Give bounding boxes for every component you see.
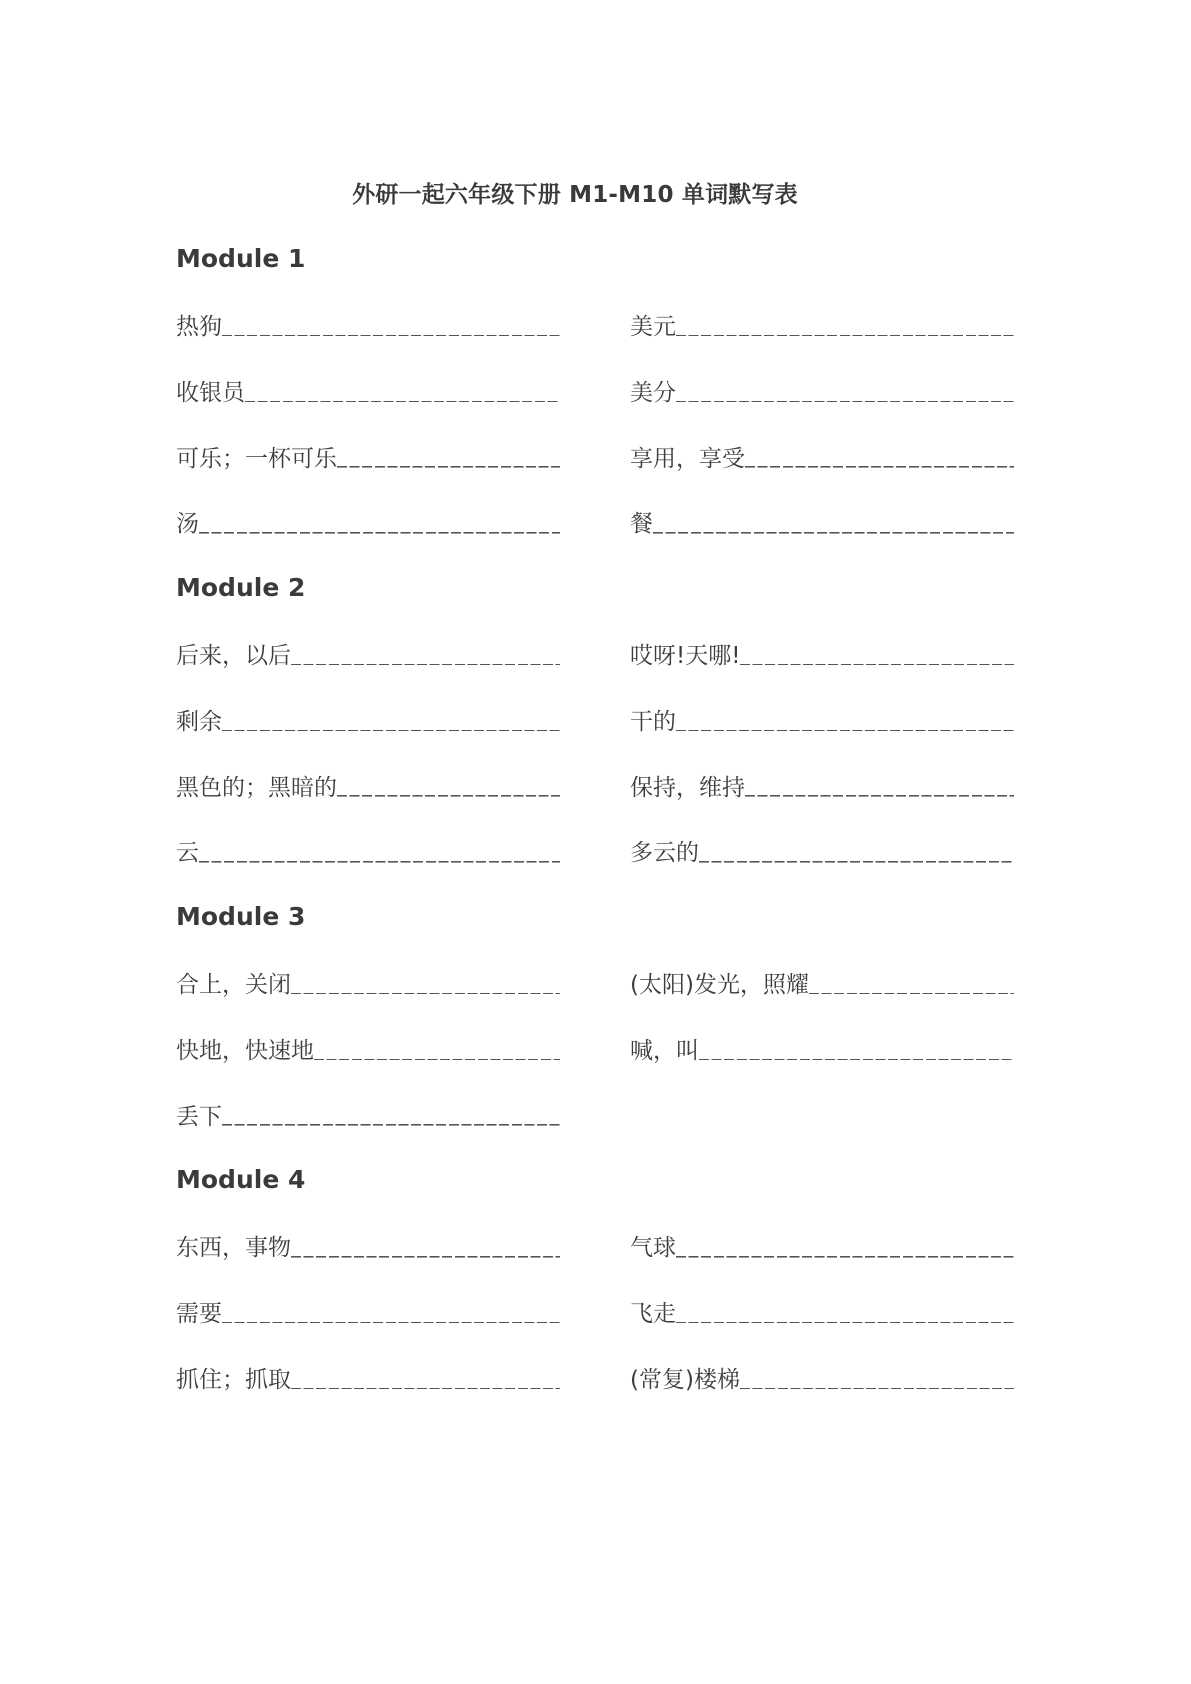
- word-prompt: 餐: [630, 511, 653, 538]
- word-item: [630, 374, 1014, 407]
- word-prompt: 快地，快速地: [176, 1037, 314, 1064]
- word-item: [176, 1295, 560, 1328]
- word-prompt: 剩余: [176, 708, 222, 735]
- word-item: [176, 374, 560, 407]
- answer-blank: [676, 314, 1014, 336]
- module-1-heading-line: [176, 226, 1014, 292]
- answer-blank: [222, 709, 560, 731]
- word-item: [630, 505, 1014, 538]
- word-item: [176, 637, 560, 670]
- word-prompt: 丢下: [176, 1103, 222, 1130]
- answer-blank: [222, 314, 560, 336]
- word-item: [630, 308, 1014, 341]
- word-row: [176, 357, 1014, 423]
- answer-blank: [676, 709, 1014, 731]
- answer-blank: [291, 643, 560, 665]
- word-prompt: 东西，事物: [176, 1235, 291, 1262]
- title-line: [176, 160, 1014, 226]
- word-item: [630, 769, 1014, 802]
- word-prompt: 飞走: [630, 1300, 676, 1327]
- answer-blank: [809, 972, 1014, 994]
- word-prompt: 美元: [630, 313, 676, 340]
- answer-blank: [337, 446, 560, 468]
- answer-blank: [676, 1301, 1014, 1323]
- word-row: [176, 489, 1014, 555]
- word-item: [176, 703, 560, 736]
- word-row: [176, 1279, 1014, 1345]
- word-prompt: 收银员: [176, 379, 245, 406]
- module-3-heading-line: [176, 884, 1014, 950]
- word-item: [176, 769, 560, 802]
- word-prompt: 喊，叫: [630, 1037, 699, 1064]
- word-prompt: 哎呀!天哪!: [630, 642, 741, 669]
- answer-blank: [740, 1367, 1014, 1389]
- answer-blank: [699, 841, 1014, 863]
- word-item: [630, 703, 1014, 736]
- answer-blank: [291, 1367, 560, 1389]
- word-prompt: 黑色的；黑暗的: [176, 774, 337, 801]
- word-prompt: 干的: [630, 708, 676, 735]
- empty-space: [630, 1104, 1014, 1126]
- word-item: [630, 1229, 1014, 1262]
- module-2-heading-line: [176, 555, 1014, 621]
- word-prompt: 气球: [630, 1235, 676, 1262]
- word-item: [630, 637, 1014, 670]
- word-item: [630, 440, 1014, 473]
- word-prompt: 后来，以后: [176, 642, 291, 669]
- answer-blank: [245, 380, 560, 402]
- word-item: [176, 834, 560, 867]
- answer-blank: [653, 512, 1014, 534]
- word-row: [176, 950, 1014, 1016]
- answer-blank: [199, 841, 560, 863]
- module-heading: Module 1: [176, 244, 306, 274]
- word-row: [176, 818, 1014, 884]
- word-prompt: (常复)楼梯: [630, 1366, 740, 1393]
- word-item: [176, 440, 560, 473]
- module-heading: Module 3: [176, 902, 306, 932]
- answer-blank: [222, 1301, 560, 1323]
- word-item: [630, 966, 1014, 999]
- word-row: [176, 1213, 1014, 1279]
- answer-blank: [314, 1038, 560, 1060]
- word-item: [176, 1229, 560, 1262]
- word-prompt: 汤: [176, 511, 199, 538]
- page-title: 外研一起六年级下册 M1-M10 单词默写表: [352, 182, 798, 209]
- word-item: [630, 1032, 1014, 1065]
- answer-blank: [745, 775, 1014, 797]
- answer-blank: [199, 512, 560, 534]
- word-row: [176, 621, 1014, 687]
- word-row: [176, 1344, 1014, 1410]
- word-row: [176, 292, 1014, 358]
- word-prompt: 美分: [630, 379, 676, 406]
- word-prompt: 可乐；一杯可乐: [176, 445, 337, 472]
- word-item: [176, 966, 560, 999]
- word-item: [630, 1361, 1014, 1394]
- word-prompt: 合上，关闭: [176, 971, 291, 998]
- word-prompt: 需要: [176, 1300, 222, 1327]
- answer-blank: [740, 643, 1014, 665]
- word-item: [630, 834, 1014, 867]
- answer-blank: [291, 1236, 560, 1258]
- word-prompt: 保持，维持: [630, 774, 745, 801]
- answer-blank: [676, 380, 1014, 402]
- word-prompt: 热狗: [176, 313, 222, 340]
- empty-cell: [630, 1102, 1014, 1126]
- module-heading: Module 2: [176, 573, 306, 603]
- word-row: [176, 1015, 1014, 1081]
- word-item: [176, 1032, 560, 1065]
- module-heading: Module 4: [176, 1165, 306, 1195]
- answer-blank: [337, 775, 560, 797]
- answer-blank: [291, 972, 560, 994]
- word-row: [176, 752, 1014, 818]
- word-item: [176, 1098, 560, 1131]
- module-4-heading-line: [176, 1147, 1014, 1213]
- word-item: [176, 505, 560, 538]
- word-prompt: 享用，享受: [630, 445, 745, 472]
- word-prompt: 云: [176, 840, 199, 867]
- answer-blank: [222, 1104, 560, 1126]
- word-row: [176, 686, 1014, 752]
- word-prompt: 抓住；抓取: [176, 1366, 291, 1393]
- word-row: [176, 1081, 1014, 1147]
- worksheet: [176, 160, 1014, 1410]
- answer-blank: [699, 1038, 1014, 1060]
- word-item: [630, 1295, 1014, 1328]
- word-prompt: (太阳)发光，照耀: [630, 971, 809, 998]
- word-item: [176, 308, 560, 341]
- word-prompt: 多云的: [630, 840, 699, 867]
- answer-blank: [745, 446, 1014, 468]
- word-item: [176, 1361, 560, 1394]
- answer-blank: [676, 1236, 1014, 1258]
- word-row: [176, 423, 1014, 489]
